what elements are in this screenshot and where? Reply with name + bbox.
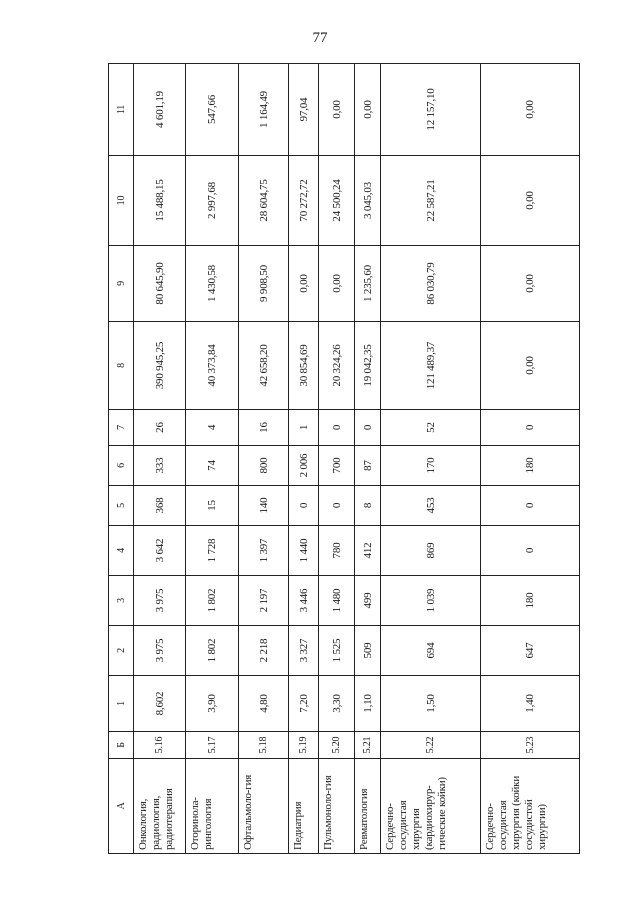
table-cell: 70 272,72 <box>289 156 319 246</box>
column-header: 2 <box>109 626 134 676</box>
table-cell: 4 601,19 <box>134 64 186 156</box>
table-cell: 121 489,37 <box>381 322 481 410</box>
table-cell: 2 197 <box>239 576 289 626</box>
column-header: 11 <box>109 64 134 156</box>
table-cell: 24 500,24 <box>319 156 355 246</box>
table-cell: 22 587,21 <box>381 156 481 246</box>
table-cell: 800 <box>239 446 289 486</box>
row-code: 5.16 <box>134 732 186 759</box>
table-cell: 12 157,10 <box>381 64 481 156</box>
table-cell: 4 <box>186 410 239 446</box>
table-cell: 80 645,90 <box>134 246 186 322</box>
table-cell: 0 <box>481 526 580 576</box>
table-cell: 869 <box>381 526 481 576</box>
table-cell: 28 604,75 <box>239 156 289 246</box>
column-header: 7 <box>109 410 134 446</box>
table-cell: 15 <box>186 486 239 526</box>
table-row <box>355 64 381 854</box>
data-table <box>108 63 580 854</box>
table-row <box>239 64 289 854</box>
table-cell: 0 <box>319 410 355 446</box>
table-cell: 3 975 <box>134 626 186 676</box>
column-header: 6 <box>109 446 134 486</box>
table-cell: 453 <box>381 486 481 526</box>
table-cell: 74 <box>186 446 239 486</box>
table-cell: 30 854,69 <box>289 322 319 410</box>
table-cell: 0,00 <box>355 64 381 156</box>
row-code: 5.21 <box>355 732 381 759</box>
table-cell: 1 164,49 <box>239 64 289 156</box>
table-cell: 26 <box>134 410 186 446</box>
table-cell: 499 <box>355 576 381 626</box>
column-header: 4 <box>109 526 134 576</box>
table-cell: 180 <box>481 576 580 626</box>
table-cell: 140 <box>239 486 289 526</box>
table-cell: 97,04 <box>289 64 319 156</box>
table-cell: 1 480 <box>319 576 355 626</box>
specialty-name: Оторинола-рингология <box>186 759 239 854</box>
table-cell: 15 488,15 <box>134 156 186 246</box>
table-cell: 1,50 <box>381 676 481 732</box>
table-cell: 0 <box>289 486 319 526</box>
row-code: 5.18 <box>239 732 289 759</box>
specialty-name: Онкология, радиология, радиотерапия <box>134 759 186 854</box>
column-header: Б <box>109 732 134 759</box>
header-row <box>109 64 134 854</box>
table-cell: 87 <box>355 446 381 486</box>
table-cell: 8,602 <box>134 676 186 732</box>
table-cell: 1 525 <box>319 626 355 676</box>
table-cell: 1 728 <box>186 526 239 576</box>
table-cell: 9 908,50 <box>239 246 289 322</box>
table-cell: 700 <box>319 446 355 486</box>
row-code: 5.17 <box>186 732 239 759</box>
page-number: 77 <box>312 30 328 46</box>
table-cell: 368 <box>134 486 186 526</box>
table-cell: 0,00 <box>319 64 355 156</box>
specialty-name: Ревматология <box>355 759 381 854</box>
table-cell: 0,00 <box>481 322 580 410</box>
table-cell: 3 327 <box>289 626 319 676</box>
table-row <box>289 64 319 854</box>
table-cell: 1 430,58 <box>186 246 239 322</box>
table-cell: 0 <box>481 410 580 446</box>
table-row <box>319 64 355 854</box>
table-cell: 3 446 <box>289 576 319 626</box>
table-cell: 2 006 <box>289 446 319 486</box>
table-cell: 3 975 <box>134 576 186 626</box>
table-cell: 1 397 <box>239 526 289 576</box>
row-code: 5.22 <box>381 732 481 759</box>
table-cell: 1 039 <box>381 576 481 626</box>
specialty-name: Пульмоноло-гия <box>319 759 355 854</box>
table-cell: 694 <box>381 626 481 676</box>
table-cell: 20 324,26 <box>319 322 355 410</box>
table-cell: 1 <box>289 410 319 446</box>
table-cell: 170 <box>381 446 481 486</box>
table-cell: 0,00 <box>289 246 319 322</box>
rotated-table-container <box>108 64 574 854</box>
table-cell: 333 <box>134 446 186 486</box>
specialty-name: Сердечно-сосудистая хирургия (кардиохирур-гические койки) <box>381 759 481 854</box>
table-cell: 780 <box>319 526 355 576</box>
table-cell: 16 <box>239 410 289 446</box>
column-header: 9 <box>109 246 134 322</box>
table-row <box>134 64 186 854</box>
column-header: 5 <box>109 486 134 526</box>
table-cell: 180 <box>481 446 580 486</box>
column-header: 3 <box>109 576 134 626</box>
table-cell: 52 <box>381 410 481 446</box>
table-cell: 412 <box>355 526 381 576</box>
table-cell: 0,00 <box>481 246 580 322</box>
row-code: 5.19 <box>289 732 319 759</box>
table-cell: 1,10 <box>355 676 381 732</box>
table-cell: 0 <box>481 486 580 526</box>
table-cell: 647 <box>481 626 580 676</box>
column-header: А <box>109 759 134 854</box>
table-row <box>186 64 239 854</box>
specialty-name: Педиатрия <box>289 759 319 854</box>
table-cell: 0,00 <box>481 156 580 246</box>
table-cell: 1 440 <box>289 526 319 576</box>
column-header: 8 <box>109 322 134 410</box>
table-cell: 1 802 <box>186 576 239 626</box>
table-cell: 4,80 <box>239 676 289 732</box>
table-cell: 7,20 <box>289 676 319 732</box>
table-row <box>481 64 580 854</box>
row-code: 5.20 <box>319 732 355 759</box>
table-row <box>381 64 481 854</box>
table-cell: 86 030,79 <box>381 246 481 322</box>
column-header: 10 <box>109 156 134 246</box>
table-cell: 19 042,35 <box>355 322 381 410</box>
table-cell: 3,30 <box>319 676 355 732</box>
specialty-name: Сердечно-сосудистая хирургия (койки сосудистой хирургии) <box>481 759 580 854</box>
table-cell: 8 <box>355 486 381 526</box>
table-cell: 42 658,20 <box>239 322 289 410</box>
table-cell: 1 235,60 <box>355 246 381 322</box>
table-cell: 390 945,25 <box>134 322 186 410</box>
table-cell: 547,66 <box>186 64 239 156</box>
table-cell: 1 802 <box>186 626 239 676</box>
table-cell: 40 373,84 <box>186 322 239 410</box>
table-cell: 0 <box>319 486 355 526</box>
table-cell: 0 <box>355 410 381 446</box>
table-cell: 3,90 <box>186 676 239 732</box>
table-cell: 2 997,68 <box>186 156 239 246</box>
table-cell: 509 <box>355 626 381 676</box>
table-cell: 3 045,03 <box>355 156 381 246</box>
row-code: 5.23 <box>481 732 580 759</box>
table-cell: 0,00 <box>319 246 355 322</box>
table-cell: 3 642 <box>134 526 186 576</box>
table-cell: 1,40 <box>481 676 580 732</box>
table-cell: 2 218 <box>239 626 289 676</box>
column-header: 1 <box>109 676 134 732</box>
specialty-name: Офтальмоло-гия <box>239 759 289 854</box>
table-cell: 0,00 <box>481 64 580 156</box>
